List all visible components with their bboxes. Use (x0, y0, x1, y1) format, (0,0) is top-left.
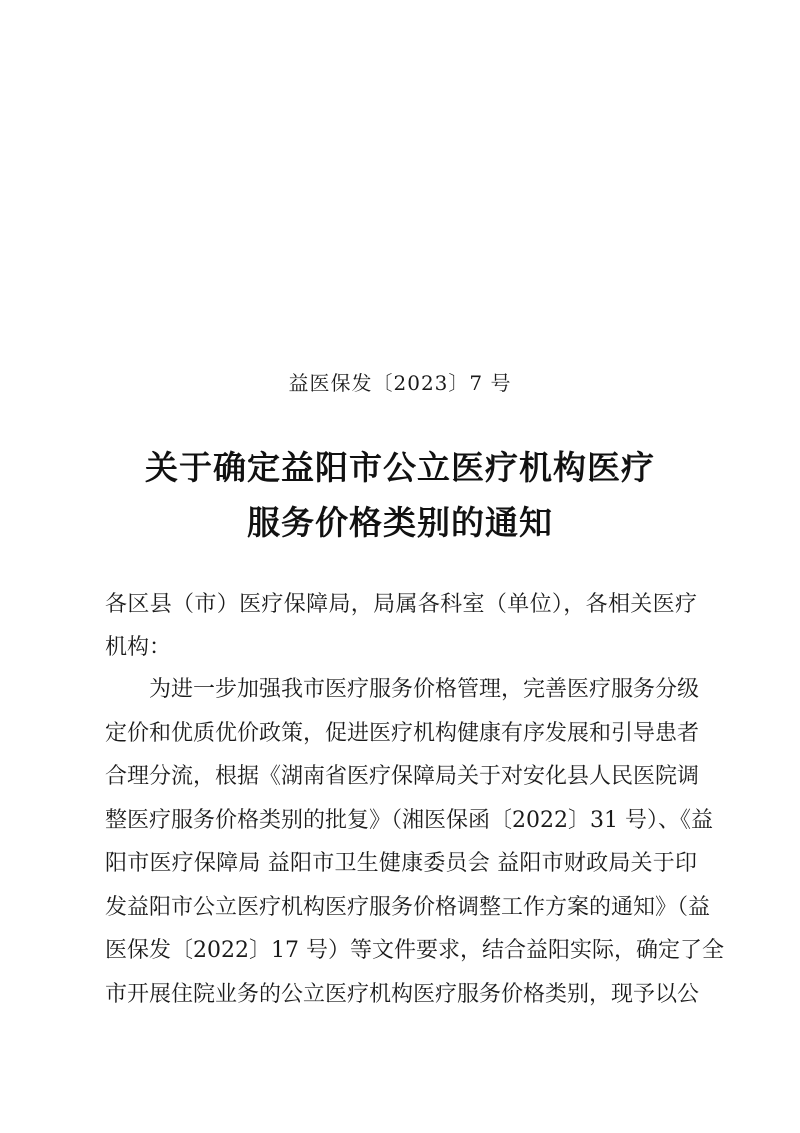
body-line-3: 合理分流，根据《湖南省医疗保障局关于对安化县人民医院调 (105, 764, 700, 789)
document-title-line-1: 关于确定益阳市公立医疗机构医疗 (145, 448, 655, 487)
salutation-line-1: 各区县（市）医疗保障局，局属各科室（单位），各相关医疗 (105, 592, 697, 617)
body-line-2: 定价和优质优价政策，促进医疗机构健康有序发展和引导患者 (105, 721, 700, 746)
document-number: 益医保发〔2023〕7 号 (288, 371, 512, 395)
body-line-6: 发益阳市公立医疗机构医疗服务价格调整工作方案的通知》（益 (105, 895, 711, 920)
salutation-line-2: 机构： (105, 635, 172, 660)
body-line-7: 医保发〔2022〕17 号）等文件要求，结合益阳实际，确定了全 (105, 938, 724, 963)
body-line-5: 阳市医疗保障局 益阳市卫生健康委员会 益阳市财政局关于印 (105, 851, 697, 876)
body-line-1: 为进一步加强我市医疗服务价格管理，完善医疗服务分级 (149, 677, 700, 702)
body-line-8: 市开展住院业务的公立医疗机构医疗服务价格类别，现予以公 (105, 982, 700, 1007)
document-title-line-2: 服务价格类别的通知 (247, 503, 553, 542)
body-line-4: 整医疗服务价格类别的批复》（湘医保函〔2022〕31 号）、《益 (105, 808, 713, 833)
